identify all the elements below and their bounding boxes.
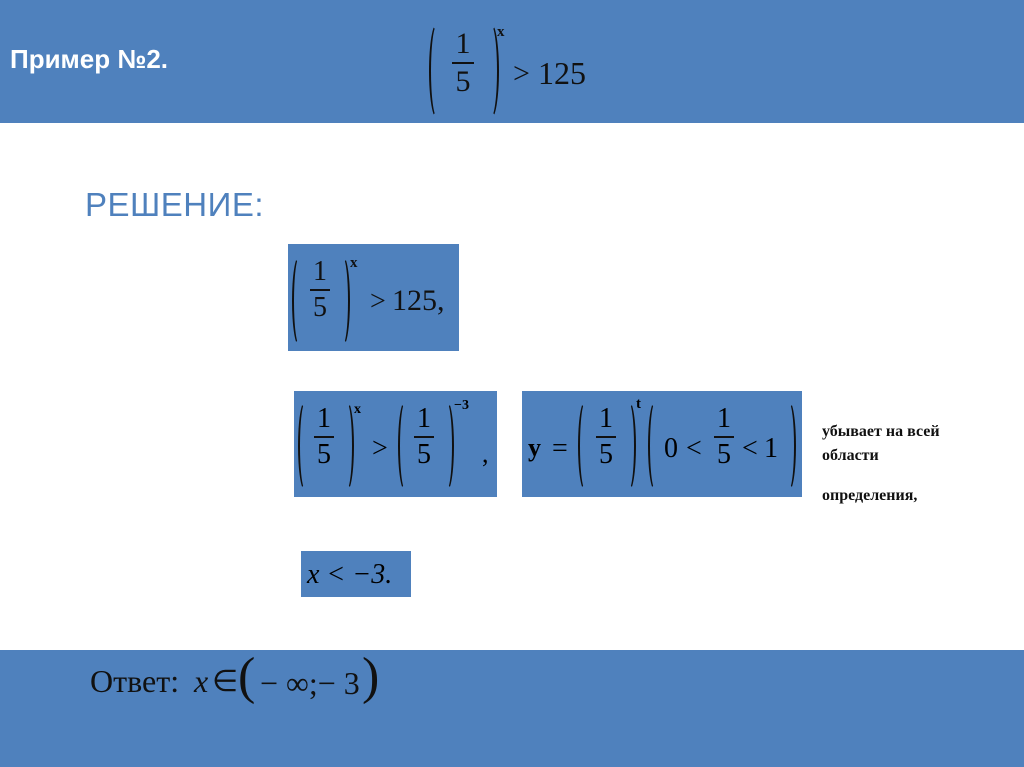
step3-result: x < −3.	[307, 559, 393, 590]
left-paren	[648, 401, 662, 491]
note-line: определения,	[822, 487, 918, 504]
fraction-denominator: 5	[313, 292, 327, 323]
relation-sign: >	[513, 57, 530, 90]
step1-box	[288, 244, 459, 351]
function-box	[522, 391, 802, 497]
header-fraction	[445, 29, 481, 97]
condition-fraction	[708, 405, 740, 469]
answer-label: Ответ:	[90, 663, 180, 699]
fraction-bar	[452, 62, 474, 64]
right-paren	[440, 401, 454, 491]
header-formula	[425, 15, 605, 120]
step3-box	[301, 551, 411, 597]
right-paren-open: )	[362, 648, 380, 705]
rhs-value: 125,	[392, 284, 445, 317]
function-variable: y	[528, 433, 541, 462]
left-paren-open: (	[238, 648, 256, 705]
exponent: x	[497, 24, 505, 40]
answer-interval: − ∞;− 3	[260, 665, 360, 701]
fraction-numerator: 1	[317, 403, 331, 434]
condition-zero: 0	[664, 433, 678, 464]
element-of-sign: ∈	[212, 665, 239, 698]
fraction-denominator: 5	[317, 439, 331, 470]
step2-left-fraction	[308, 405, 340, 469]
fraction-bar	[314, 436, 334, 438]
fraction-numerator: 1	[599, 403, 613, 434]
condition-one: 1	[764, 433, 778, 464]
fraction-bar	[310, 289, 330, 291]
relation-sign: >	[370, 286, 386, 317]
comma: ,	[482, 439, 489, 468]
equals-sign: =	[552, 433, 568, 464]
fraction-bar	[596, 436, 616, 438]
left-paren	[429, 23, 445, 119]
note-line: области	[822, 447, 879, 464]
left-exponent: x	[354, 402, 361, 417]
right-paren	[782, 401, 796, 491]
right-paren	[340, 401, 354, 491]
note-line: убывает на всей	[822, 423, 940, 440]
step2-box	[294, 391, 497, 497]
right-paren	[622, 401, 636, 491]
right-exponent: −3	[454, 398, 469, 413]
slide-title: Пример №2.	[10, 44, 169, 74]
fraction-bar	[714, 436, 734, 438]
fraction-denominator: 5	[417, 439, 431, 470]
less-than-sign: <	[686, 433, 702, 464]
step1-fraction	[304, 258, 336, 322]
rhs-value: 125	[538, 55, 586, 91]
function-fraction	[590, 405, 622, 469]
exponent: t	[636, 396, 641, 412]
fraction-denominator: 5	[717, 439, 731, 470]
monotonic-note	[822, 420, 1012, 508]
fraction-numerator: 1	[455, 27, 471, 60]
exponent: x	[350, 255, 358, 271]
right-paren	[336, 256, 350, 346]
fraction-numerator: 1	[717, 403, 731, 434]
fraction-denominator: 5	[599, 439, 613, 470]
solution-heading: РЕШЕНИЕ:	[85, 186, 265, 223]
step1-formula	[288, 244, 459, 351]
step2-right-fraction	[408, 405, 440, 469]
relation-sign: >	[372, 433, 388, 464]
fraction-numerator: 1	[417, 403, 431, 434]
fraction-denominator: 5	[455, 65, 471, 98]
fraction-bar	[414, 436, 434, 438]
note-gap	[822, 468, 1012, 484]
answer-variable: x	[194, 663, 209, 699]
less-than-sign: <	[742, 433, 758, 464]
fraction-numerator: 1	[313, 256, 327, 287]
